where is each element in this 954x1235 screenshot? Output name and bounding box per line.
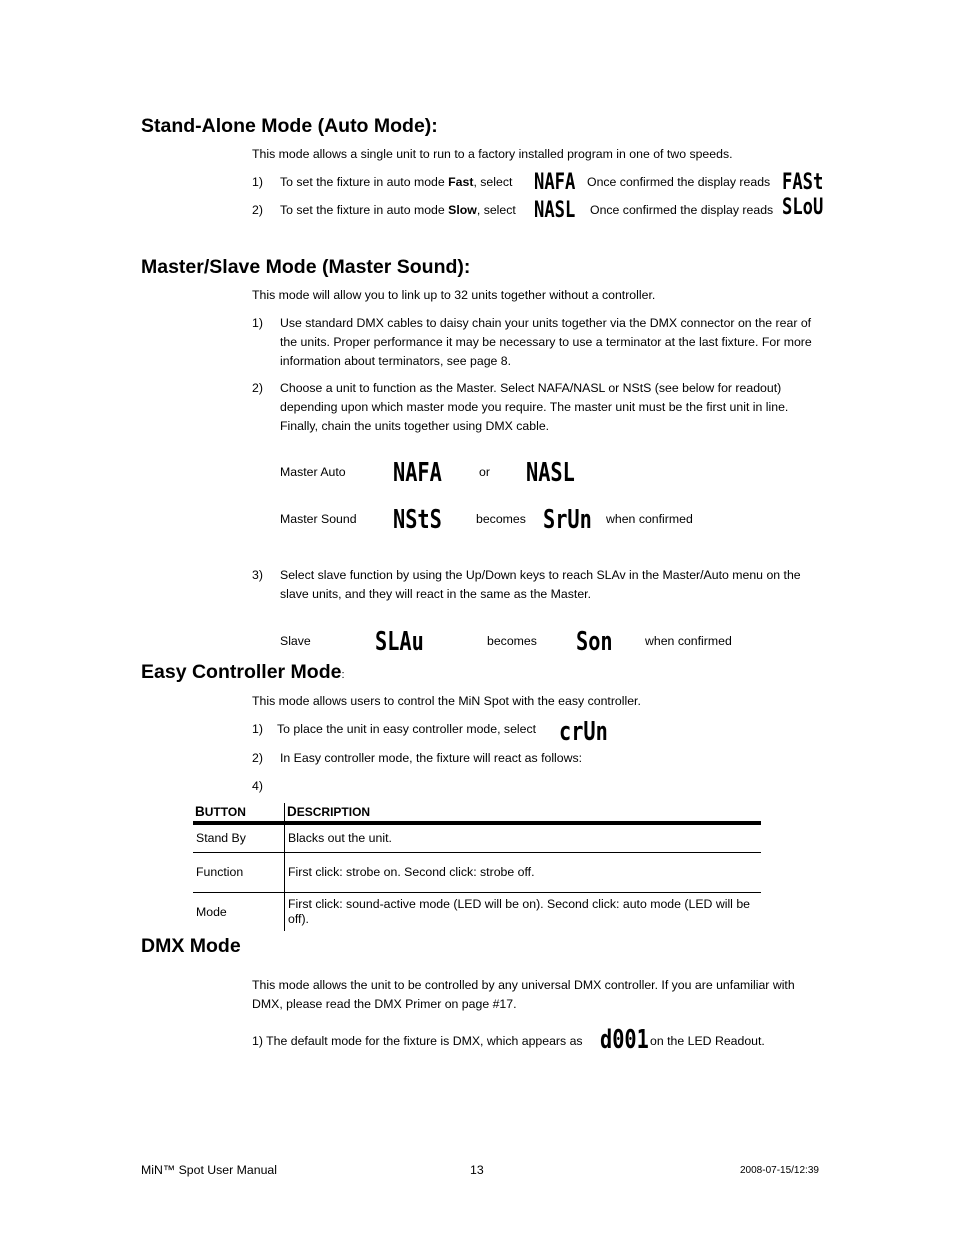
slave-when-confirmed: when confirmed xyxy=(645,634,732,648)
easy-controller-intro: This mode allows users to control the MiN Spot with the easy controller. xyxy=(252,694,641,708)
footer-manual-title: MiN™ Spot User Manual xyxy=(141,1163,277,1177)
standalone-item2-number: 2) xyxy=(252,203,263,217)
cell-button: Mode xyxy=(196,904,227,919)
lcd-readout-son: Son xyxy=(576,627,613,657)
dmx-intro: This mode allows the unit to be controlled by any universal DMX controller. If you are unfamiliar with DMX, please read the DMX Primer on page #17. xyxy=(252,978,795,1011)
master-slave-item2-number: 2) xyxy=(252,381,263,395)
standalone-item1-number: 1) xyxy=(252,175,263,189)
footer-date: 2008-07-15/12:39 xyxy=(740,1165,819,1176)
easy-item2-text: In Easy controller mode, the fixture will react as follows: xyxy=(280,751,583,765)
lcd-readout-srun: SrUn xyxy=(543,505,592,535)
easy-item1-text: To place the unit in easy controller mode, select xyxy=(277,722,537,736)
dmx-item1-text: 1) The default mode for the fixture is DMX, which appears as xyxy=(252,1034,583,1048)
table-row xyxy=(193,852,761,892)
section-heading-dmx: DMX Mode xyxy=(141,935,241,957)
lcd-readout-nafa: NAFA xyxy=(534,170,576,195)
lcd-readout-master-nasl: NASL xyxy=(526,458,575,488)
table-row xyxy=(193,892,761,931)
lcd-readout-nasl: NASL xyxy=(534,198,576,223)
section-heading-master-slave: Master/Slave Mode (Master Sound): xyxy=(141,256,471,278)
lcd-readout-slow: SLoU xyxy=(782,195,824,220)
lcd-readout-master-nafa: NAFA xyxy=(393,458,442,488)
master-auto-label: Master Auto xyxy=(280,465,346,479)
column-header-button: BUTTON xyxy=(193,803,285,823)
table-header-row xyxy=(193,803,761,823)
lcd-readout-d001: d001 xyxy=(600,1025,649,1055)
cell-button: Stand By xyxy=(193,823,285,852)
standalone-intro: This mode allows a single unit to run to a factory installed program in one of two speeds. xyxy=(252,147,733,161)
master-slave-item3-number: 3) xyxy=(252,568,263,582)
master-auto-or: or xyxy=(479,465,490,479)
lcd-readout-crun: crUn xyxy=(559,717,608,747)
footer-page-number: 13 xyxy=(470,1163,484,1177)
standalone-item2-bold: Slow xyxy=(448,203,477,217)
master-slave-intro: This mode will allow you to link up to 32 units together without a controller. xyxy=(252,288,656,302)
master-slave-item1-number: 1) xyxy=(252,316,263,330)
cell-button: Function xyxy=(193,852,285,892)
standalone-item1-text: To set the fixture in auto mode Fast, select xyxy=(280,175,513,189)
easy-item4-number: 4) xyxy=(252,779,263,793)
slave-becomes: becomes xyxy=(487,634,537,648)
lcd-readout-slav: SLAu xyxy=(375,627,424,657)
cell-description: First click: sound-active mode (LED will be on). Second click: auto mode (LED will be off). xyxy=(285,892,762,931)
section-heading-standalone: Stand-Alone Mode (Auto Mode): xyxy=(141,115,438,137)
standalone-item2-mid: Once confirmed the display reads xyxy=(590,203,774,217)
table-row xyxy=(193,823,761,852)
easy-item1-number: 1) xyxy=(252,722,263,736)
standalone-item1-bold: Fast xyxy=(448,175,474,189)
master-slave-item1-text: Use standard DMX cables to daisy chain your units together via the DMX connector on the rear of the units. Proper performance it may be necessary to use a terminator at the last fixture. For more information about terminators, see page 8. xyxy=(280,316,812,368)
cell-description: First click: strobe on. Second click: strobe off. xyxy=(285,852,762,892)
slave-label: Slave xyxy=(280,634,311,648)
easy-controller-table xyxy=(193,803,761,931)
dmx-item1-tail: on the LED Readout. xyxy=(650,1034,765,1048)
section-heading-easy-controller: Easy Controller Mode: xyxy=(141,661,345,683)
lcd-readout-fast: FASt xyxy=(782,170,824,195)
master-sound-label: Master Sound xyxy=(280,512,357,526)
master-slave-item2-text: Choose a unit to function as the Master. Select NAFA/NASL or NStS (see below for readout) depending upon which master mode you require. The master unit must be the first unit in line. Finally, chain the units together using DMX cable. xyxy=(280,381,789,433)
master-sound-becomes: becomes xyxy=(476,512,526,526)
standalone-item2-text: To set the fixture in auto mode Slow, select xyxy=(280,203,516,217)
column-header-description: DESCRIPTION xyxy=(285,803,762,823)
standalone-item1-mid: Once confirmed the display reads xyxy=(587,175,771,189)
master-sound-when-confirmed: when confirmed xyxy=(606,512,693,526)
master-slave-item3-text: Select slave function by using the Up/Down keys to reach SLAv in the Master/Auto menu on the slave units, and they will react in the same as the Master. xyxy=(280,568,801,601)
lcd-readout-nsts: NStS xyxy=(393,505,442,535)
cell-description: Blacks out the unit. xyxy=(285,823,762,852)
easy-item2-number: 2) xyxy=(252,751,263,765)
